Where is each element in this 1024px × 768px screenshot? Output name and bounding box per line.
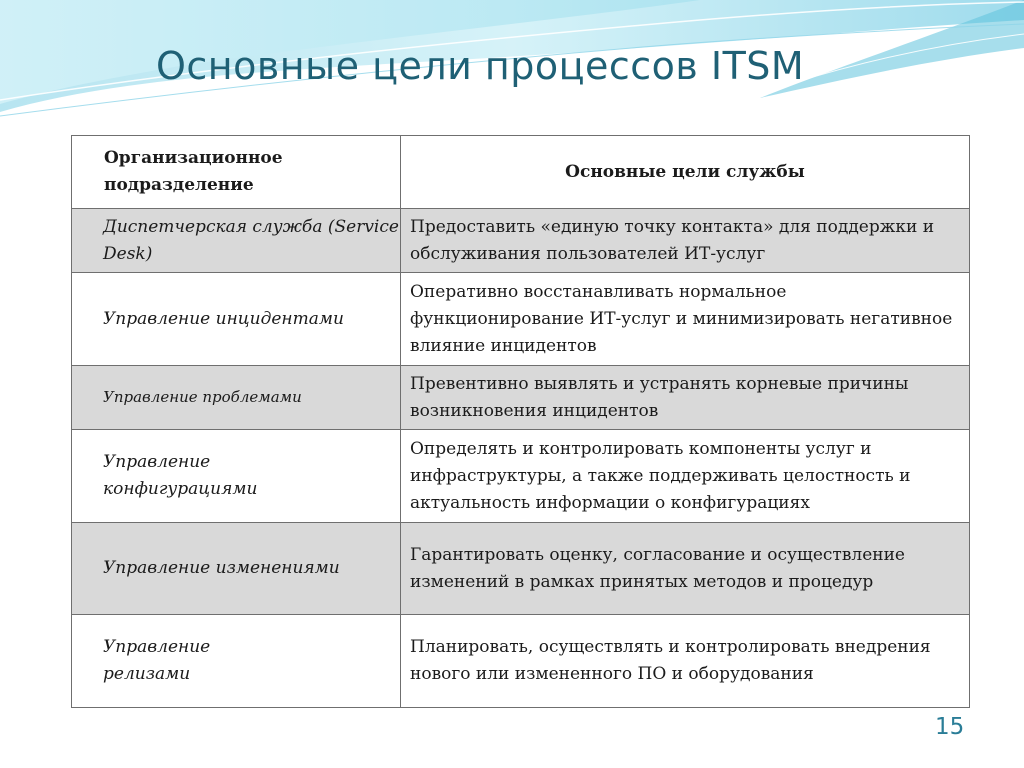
slide-title: Основные цели процессов ITSM xyxy=(156,44,805,88)
table-row xyxy=(72,615,970,708)
unit-cell: Управление проблемами xyxy=(72,366,401,430)
unit-cell: Управление инцидентами xyxy=(72,273,401,366)
table-row xyxy=(72,430,970,523)
unit-cell: Управление конфигурациями xyxy=(72,430,401,523)
page-number: 15 xyxy=(935,714,965,740)
header-goal: Основные цели службы xyxy=(401,136,970,209)
unit-cell: Управление изменениями xyxy=(72,523,401,615)
goal-cell: Превентивно выявлять и устранять корневые причины возникновения инцидентов xyxy=(401,366,970,430)
goal-cell: Планировать, осуществлять и контролировать внедрения нового или измененного ПО и оборудования xyxy=(401,615,970,708)
goal-cell: Оперативно восстанавливать нормальное функционирование ИТ-услуг и минимизировать негативное влияние инцидентов xyxy=(401,273,970,366)
table-header-row xyxy=(72,136,970,209)
itsm-goals-table xyxy=(71,135,970,708)
table-row xyxy=(72,273,970,366)
table-row xyxy=(72,209,970,273)
table-row xyxy=(72,366,970,430)
table-row xyxy=(72,523,970,615)
header-unit: Организационное подразделение xyxy=(72,136,401,209)
goal-cell: Определять и контролировать компоненты услуг и инфраструктуры, а также поддерживать целостность и актуальность информации о конфигурациях xyxy=(401,430,970,523)
goal-cell: Предоставить «единую точку контакта» для поддержки и обслуживания пользователей ИТ-услуг xyxy=(401,209,970,273)
unit-cell: Управление релизами xyxy=(72,615,401,708)
unit-cell: Диспетчерская служба (Service Desk) xyxy=(72,209,401,273)
goal-cell: Гарантировать оценку, согласование и осуществление изменений в рамках принятых методов и процедур xyxy=(401,523,970,615)
